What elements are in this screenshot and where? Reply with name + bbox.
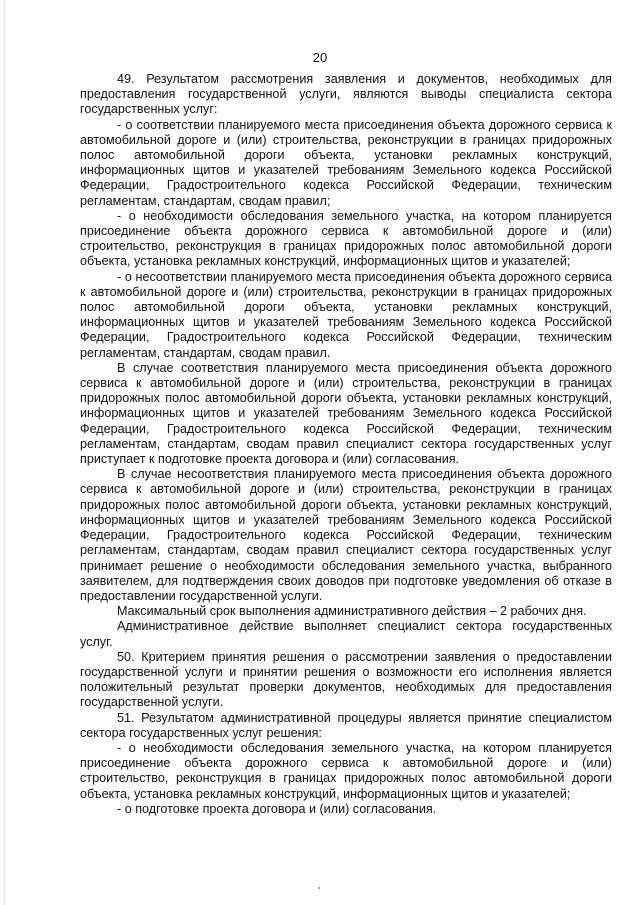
page-number: 20: [312, 50, 328, 65]
list-item-compliance: - о соответствии планируемого места присоединения объекта дорожного сервиса к автомобильной дороге и (или) строительства, реконструкции в границах придорожных полос автомобильной дороги объекта, установки рекламных конструкций, информационных щитов и указателей требованиям Земельного кодекса Российской Федерации, Градостроительного кодекса Российской Федерации, техническим регламентам, стандартам, сводам правил;: [80, 117, 612, 208]
document-body: [80, 72, 612, 817]
list-item-survey-decision: - о необходимости обследования земельного участка, на котором планируется присоединение объекта дорожного сервиса к автомобильной дороге и (или) строительство, реконструкция в границах придорожных полос автомобильной дороги объекта, установка рекламных конструкций, информационных щитов и указателей;: [80, 740, 612, 801]
list-item-noncompliance: - о несоответствии планируемого места присоединения объекта дорожного сервиса к автомобильной дороге и (или) строительства, реконструкции в границах придорожных полос автомобильной дороги объекта, установки рекламных конструкций, информационных щитов и указателей требованиям Земельного кодекса Российской Федерации, Градостроительного кодекса Российской Федерации, техническим регламентам, стандартам, сводам правил.: [80, 269, 612, 360]
paragraph-noncompliance-case: В случае несоответствия планируемого места присоединения объекта дорожного сервиса к автомобильной дороге и (или) строительства, реконструкции в границах придорожных полос автомобильной дороги объекта, установки рекламных конструкций, информационных щитов и указателей требованиям Земельного кодекса Российской Федерации, Градостроительного кодекса Российской Федерации, техническим регламентам, стандартам, сводам правил специалист сектора государственных услуг принимает решение о необходимости обследования земельного участка, выбранного заявителем, для подтверждения своих доводов при подготовке уведомления об отказе в предоставлении государственной услуги.: [80, 467, 612, 603]
scan-edge-line: [4, 0, 5, 905]
paragraph-51: 51. Результатом административной процедуры является принятие специалистом сектора государственных услуг решения:: [80, 710, 612, 740]
paragraph-max-duration: Максимальный срок выполнения административного действия – 2 рабочих дня.: [117, 604, 587, 619]
paragraph-50: 50. Критерием принятия решения о рассмотрении заявления о предоставлении государственной услуги и принятии решения о возможности его исполнения является положительный результат проверки документов, необходимых для предоставления государственной услуги.: [80, 649, 612, 710]
paragraph-executor: Административное действие выполняет специалист сектора государственных услуг.: [80, 619, 612, 649]
list-item-survey-need: - о необходимости обследования земельного участка, на котором планируется присоединение объекта дорожного сервиса к автомобильной дороге и (или) строительство, реконструкция в границах придорожных полос автомобильной дороги объекта, установка рекламных конструкций, информационных щитов и указателей;: [80, 208, 612, 269]
list-item-contract-prep: - о подготовке проекта договора и (или) согласования.: [117, 801, 437, 816]
paragraph-49: 49. Результатом рассмотрения заявления и документов, необходимых для предоставления государственной услуги, являются выводы специалиста сектора государственных услуг:: [80, 72, 612, 117]
scan-speck: [318, 887, 320, 889]
paragraph-compliance-case: В случае соответствия планируемого места присоединения объекта дорожного сервиса к автомобильной дороге и (или) строительства, реконструкции в границах придорожных полос автомобильной дороги объекта, установки рекламных конструкций, информационных щитов и указателей требованиям Земельного кодекса Российской Федерации, Градостроительного кодекса Российской Федерации, техническим регламентам, стандартам, сводам правил специалист сектора государственных услуг приступает к подготовке проекта договора и (или) согласования.: [80, 360, 612, 467]
